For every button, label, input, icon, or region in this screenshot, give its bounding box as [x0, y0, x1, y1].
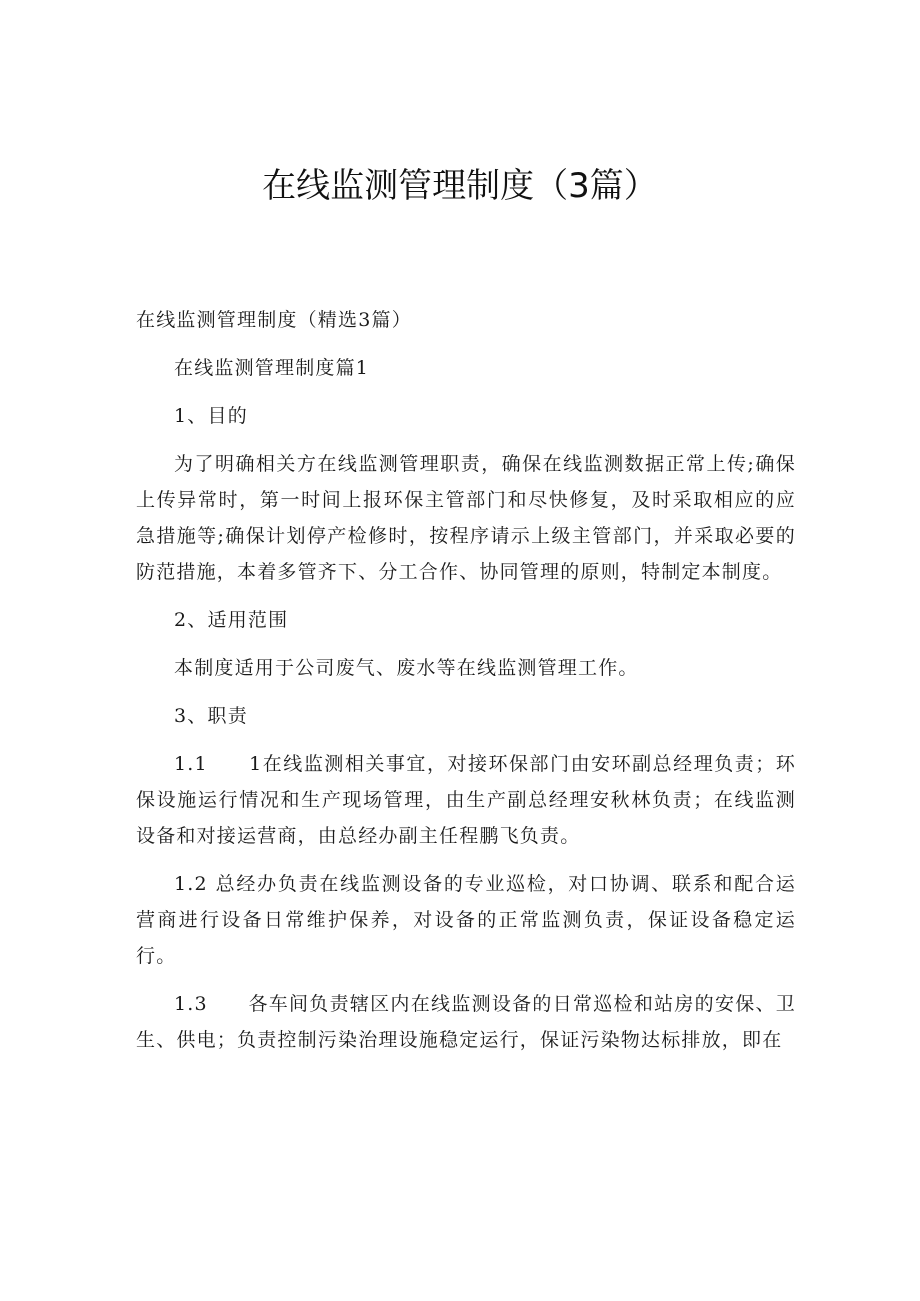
duty-paragraph-1-2: 1.2 总经办负责在线监测设备的专业巡检，对口协调、联系和配合运营商进行设备日常维护保养，对设备的正常监测负责，保证设备稳定运行。 [136, 873, 796, 967]
item-heading-scope: 2、适用范围 [174, 609, 289, 631]
item-heading-purpose: 1、目的 [174, 405, 248, 427]
item-heading-duties: 3、职责 [174, 705, 248, 727]
duty-paragraph-1-3: 1.3 各车间负责辖区内在线监测设备的日常巡检和站房的安保、卫生、供电；负责控制污染治理设施稳定运行，保证污染物达标排放，即在 [136, 993, 796, 1051]
scope-paragraph: 本制度适用于公司废气、废水等在线监测管理工作。 [174, 657, 639, 679]
subtitle-paragraph: 在线监测管理制度（精选3篇） [136, 309, 412, 331]
document-title: 在线监测管理制度（3篇） [262, 166, 658, 206]
purpose-paragraph: 为了明确相关方在线监测管理职责，确保在线监测数据正常上传;确保上传异常时，第一时间上报环保主管部门和尽快修复，及时采取相应的应急措施等;确保计划停产检修时，按程序请示上级主管部门，并采取必要的防范措施，本着多管齐下、分工合作、协同管理的原则，特制定本制度。 [136, 453, 796, 583]
duty-paragraph-1-1: 1.1 1在线监测相关事宜，对接环保部门由安环副总经理负责；环保设施运行情况和生产现场管理，由生产副总经理安秋林负责；在线监测设备和对接运营商，由总经办副主任程鹏飞负责。 [136, 753, 796, 847]
section-heading: 在线监测管理制度篇1 [174, 357, 370, 379]
document-body [136, 302, 796, 1070]
